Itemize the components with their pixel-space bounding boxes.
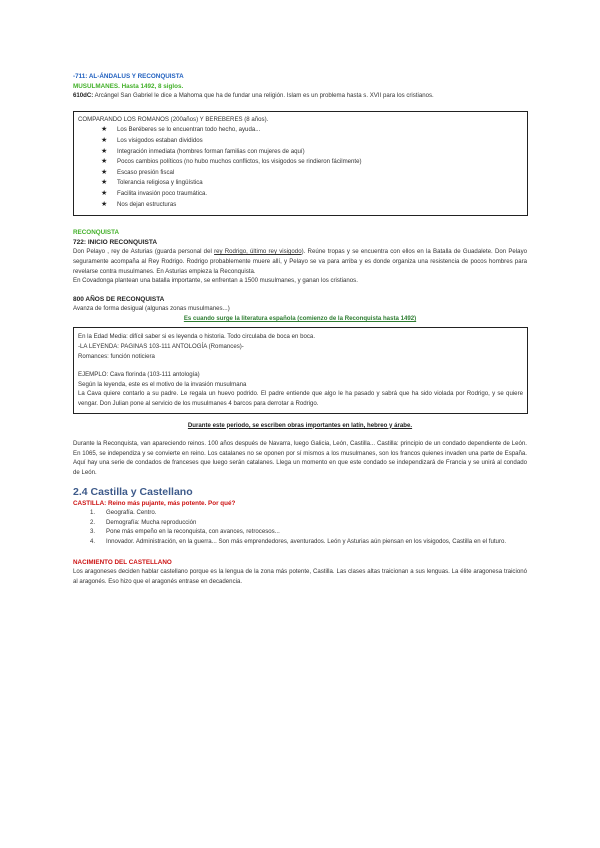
list-item <box>101 189 523 200</box>
pelayo-paragraph <box>73 247 527 276</box>
rodrigo-link[interactable]: rey Rodrigo, último rey visigodo <box>214 248 302 256</box>
list-item-text: Nos dejan estructuras <box>117 200 177 208</box>
intro-note-text: Arcángel San Gabriel le dice a Mahoma que ha de fundar una religión. Islam es un problema hasta s. XVII para los cristianos. <box>93 92 434 100</box>
castellano-title: NACIMIENTO DEL CASTELLANO <box>73 558 172 566</box>
list-item <box>90 527 527 537</box>
list-item <box>101 200 523 211</box>
list-item-text: Pocos cambios políticos (no hubo muchos conflictos, los visigodos se rindieron fácilmente) <box>117 158 362 166</box>
comparison-title: COMPARANDO LOS ROMANOS (200años) Y BEREBERES (8 años). <box>78 115 269 123</box>
list-item <box>101 136 523 147</box>
list-item-text: Geografía. Centro. <box>106 509 157 517</box>
list-item-text: Innovador. Administración, en la guerra... Son más emprendedores, aventurados. León y Asturias aún piensan en los visigodos, Castilla en el futuro. <box>106 537 507 545</box>
list-item <box>101 168 523 179</box>
reconquista-start-title: 722: INICIO RECONQUISTA <box>73 238 158 246</box>
date-label: 610dC: <box>73 92 94 100</box>
covadonga-paragraph: En Covadonga plantean una batalla importante, se enfrentan a 1500 musulmanes, y ganan los cristianos. <box>73 277 358 285</box>
example-paragraph: La Cava quiere contarlo a su padre. Le regala un huevo podrido. El padre entiende que algo le ha pasado y sabrá que ha sido violada por Rodrigo, y se quiere vengar. Don Julian pone al servicio de los musulmanes 4 barcos para derrotar a Rodrigo. <box>78 390 523 408</box>
pelayo-text-b: ). Reúne tropas y se encuentra con ellos en la Batalla de Guadalete. Don Pelayo seguramente acompaña al Rey Rodrigo. Rodrigo probablemente muere allí, y Pelayo se va para arriba y es donde organiza una resistencia de pocos hombres para revelarse contra musulmanes. En Asturias empieza la Reconquista. <box>73 248 528 275</box>
list-item-text: Pone más empeño en la reconquista, con avances, retrocesos... <box>106 528 280 536</box>
section-subtitle: MUSULMANES. Hasta 1492, 8 siglos. <box>73 82 184 90</box>
section-title: -711: AL-ÁNDALUS Y RECONQUISTA <box>73 73 184 80</box>
star-icon: ★ <box>101 179 108 187</box>
list-item-text: Los visigodos estaban divididos <box>117 136 203 144</box>
list-number: 4. <box>90 537 96 545</box>
castellano-paragraph: Los aragoneses deciden hablar castellano porque es la lengua de la zona más potente, Castilla. Las clases altas traicionan a sus lenguas. La élite aragonesa traicionó al aragonés. Eso hizo que el aragonés entrase en decadencia. <box>73 568 527 585</box>
castilla-question: CASTILLA: Reino más pujante, más potente. Por qué? <box>73 499 236 507</box>
pelayo-text-a: Don Pelayo , rey de Asturias (guarda personal del <box>73 248 215 256</box>
list-item-text: Tolerancia religiosa y lingüística <box>117 179 203 187</box>
list-number: 2. <box>90 518 96 526</box>
comparison-list <box>78 125 523 210</box>
list-number: 3. <box>90 528 96 536</box>
literature-highlight <box>73 314 527 324</box>
uneven-advance-text: Avanza de forma desigual (algunas zonas musulmanes...) <box>73 305 230 313</box>
period-note-text: Durante este periodo, se escriben obras importantes en latín, hebreo y árabe. <box>187 421 413 429</box>
period-note <box>73 421 527 431</box>
example-line: EJEMPLO: Cava florinda (103-111 antología) <box>78 371 200 379</box>
star-icon: ★ <box>101 136 108 144</box>
star-icon: ★ <box>101 158 108 166</box>
list-item-text: Facilita invasión poco traumática. <box>117 189 208 197</box>
star-icon: ★ <box>101 189 108 197</box>
eight-centuries-title: 800 AÑOS DE RECONQUISTA <box>73 295 165 303</box>
comparison-box <box>73 111 528 216</box>
reasons-list <box>73 508 527 546</box>
star-icon: ★ <box>101 147 108 155</box>
section-heading: 2.4 Castilla y Castellano <box>73 485 193 498</box>
kingdoms-paragraph: Durante la Reconquista, van apareciendo reinos. 100 años después de Navarra, luego Galicia, León, Castilla... Castilla: principio de un condado dependiente de León. En 1065, se independiza y se convierte en reino. Los catalanes no se oponen por sí mismos a los musulmanes, son los francos quienes invaden una parte de España. Aquí hay una serie de condados de franceses que luego serán catalanes. Llega un momento en que este condado se independizará de Francia y se unirá al condado de León. <box>73 440 527 476</box>
list-item-text: Demografía: Mucha reproducción <box>106 518 197 526</box>
list-item-text: Los Beréberes se lo encuentran todo hecho, ayuda... <box>117 126 261 134</box>
list-number: 1. <box>90 509 96 517</box>
list-item <box>90 508 527 518</box>
example-line: Según la leyenda, este es el motivo de la invasión musulmana <box>78 380 247 388</box>
list-item <box>90 537 527 547</box>
star-icon: ★ <box>101 200 108 208</box>
legend-line: En la Edad Media: difícil saber si es leyenda o historia. Todo circulaba de boca en boca. <box>78 333 316 341</box>
list-item <box>101 125 523 136</box>
document-page <box>73 72 527 586</box>
list-item-text: Escaso presión fiscal <box>117 168 175 176</box>
literature-highlight-text: Es cuando surge la literatura española (comienzo de la Reconquista hasta 1492) <box>183 314 417 322</box>
legend-line: Romances: función noticiera <box>78 352 155 360</box>
legend-line: -LA LEYENDA: PAGINAS 103-111 ANTOLOGÍA (Romances)- <box>78 343 244 351</box>
intro-note <box>73 91 527 101</box>
list-item <box>101 157 523 168</box>
list-item-text: Integración inmediata (hombres forman familias con mujeres de aquí) <box>117 147 305 155</box>
reconquista-heading: RECONQUISTA <box>73 229 120 237</box>
list-item <box>101 178 523 189</box>
list-item <box>90 518 527 528</box>
star-icon: ★ <box>101 126 108 134</box>
legend-box <box>73 327 528 413</box>
star-icon: ★ <box>101 168 108 176</box>
list-item <box>101 147 523 158</box>
